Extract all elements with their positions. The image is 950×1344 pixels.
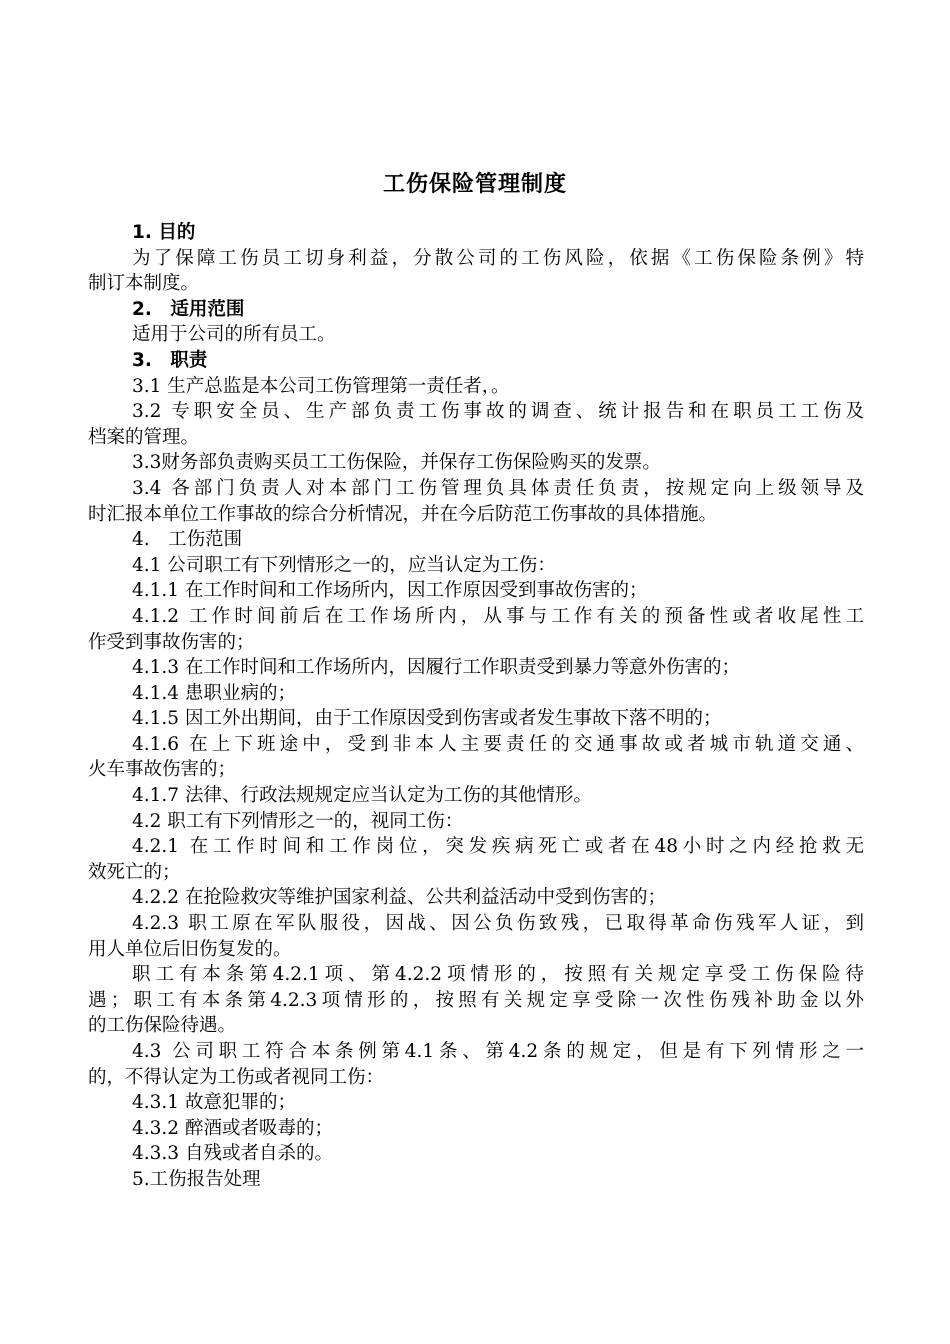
- paragraph-line: 火车事故伤害的；: [88, 759, 237, 781]
- paragraph-line: 的，不得认定为工伤或者视同工伤：: [88, 1066, 385, 1088]
- paragraph-line: 的工伤保险待遇。: [88, 1015, 237, 1037]
- paragraph-line: 4.2.3 职工原在军队服役，因战、因公负伤致残，已取得革命伤残军人证，到: [132, 913, 864, 935]
- paragraph-line: 4.3 公司职工符合本条例第4.1条、第4.2条的规定，但是有下列情形之一: [132, 1041, 864, 1062]
- paragraph-line: 4.3.1 故意犯罪的；: [132, 1092, 296, 1114]
- paragraph-line: 3.4 各部门负责人对本部门工伤管理负具体责任负责，按规定向上级领导及: [132, 477, 864, 499]
- paragraph-line: 4.1.6 在上下班途中，受到非本人主要责任的交通事故或者城市轨道交通、: [132, 733, 864, 755]
- paragraph-line: 适用于公司的所有员工。: [132, 324, 336, 346]
- paragraph-line: 4.1.2 工作时间前后在工作场所内，从事与工作有关的预备性或者收尾性工: [132, 605, 864, 627]
- paragraph-line: 遇；职工有本条第4.2.3项情形的，按照有关规定享受除一次性伤残补助金以外: [88, 989, 864, 1011]
- section-heading-injury-scope: 4. 工伤范围: [132, 529, 243, 551]
- paragraph-line: 时汇报本单位工作事故的综合分析情况，并在今后防范工伤事故的具体措施。: [88, 503, 718, 525]
- paragraph-line: 制订本制度。: [88, 273, 200, 295]
- paragraph-line: 职工有本条第4.2.1项、第4.2.2项情形的，按照有关规定享受工伤保险待: [132, 964, 864, 986]
- paragraph-line: 效死亡的；: [88, 861, 181, 883]
- section-heading-scope: 2. 适用范围: [132, 298, 245, 320]
- paragraph-line: 4.2.2 在抢险救灾等维护国家利益、公共利益活动中受到伤害的；: [132, 887, 666, 909]
- document-body: [88, 220, 864, 1193]
- paragraph-line: 3.2 专职安全员、生产部负责工伤事故的调查、统计报告和在职员工工伤及: [132, 401, 864, 423]
- paragraph-line: 3.3财务部负责购买员工工伤保险，并保存工伤保险购买的发票。: [132, 452, 661, 474]
- document-title: 工伤保险管理制度: [382, 172, 567, 197]
- paragraph-line: 3.1 生产总监是本公司工伤管理第一责任者，。: [132, 375, 510, 397]
- paragraph-line: 用人单位后旧伤复发的。: [88, 938, 292, 960]
- paragraph-line: 为了保障工伤员工切身利益，分散公司的工伤风险，依据《工伤保险条例》特: [132, 247, 864, 269]
- paragraph-line: 4.3.2 醉酒或者吸毒的；: [132, 1117, 333, 1139]
- paragraph-line: 4.1.4 患职业病的；: [132, 682, 296, 704]
- paragraph-line: 4.1.3 在工作时间和工作场所内，因履行工作职责受到暴力等意外伤害的；: [132, 657, 740, 679]
- paragraph-line: 4.2 职工有下列情形之一的，视同工伤：: [132, 810, 464, 832]
- paragraph-line: 4.1.1 在工作时间和工作场所内，因工作原因受到事故伤害的；: [132, 580, 648, 602]
- paragraph-line: 4.1.7 法律、行政法规规定应当认定为工伤的其他情形。: [132, 785, 592, 807]
- section-heading-injury-report: 5.工伤报告处理: [132, 1168, 261, 1190]
- paragraph-line: 4.1.5 因工外出期间，由于工作原因受到伤害或者发生事故下落不明的；: [132, 708, 722, 730]
- section-heading-duties: 3. 职责: [132, 349, 208, 371]
- paragraph-line: 档案的管理。: [88, 426, 200, 448]
- paragraph-line: 4.2.1 在工作时间和工作岗位，突发疾病死亡或者在48小时之内经抢救无: [132, 836, 864, 858]
- paragraph-line: 作受到事故伤害的；: [88, 631, 255, 653]
- paragraph-line: 4.1 公司职工有下列情形之一的，应当认定为工伤：: [132, 554, 556, 576]
- paragraph-line: 4.3.3 自残或者自杀的。: [132, 1143, 333, 1165]
- section-heading-purpose: 1. 目的: [132, 222, 196, 243]
